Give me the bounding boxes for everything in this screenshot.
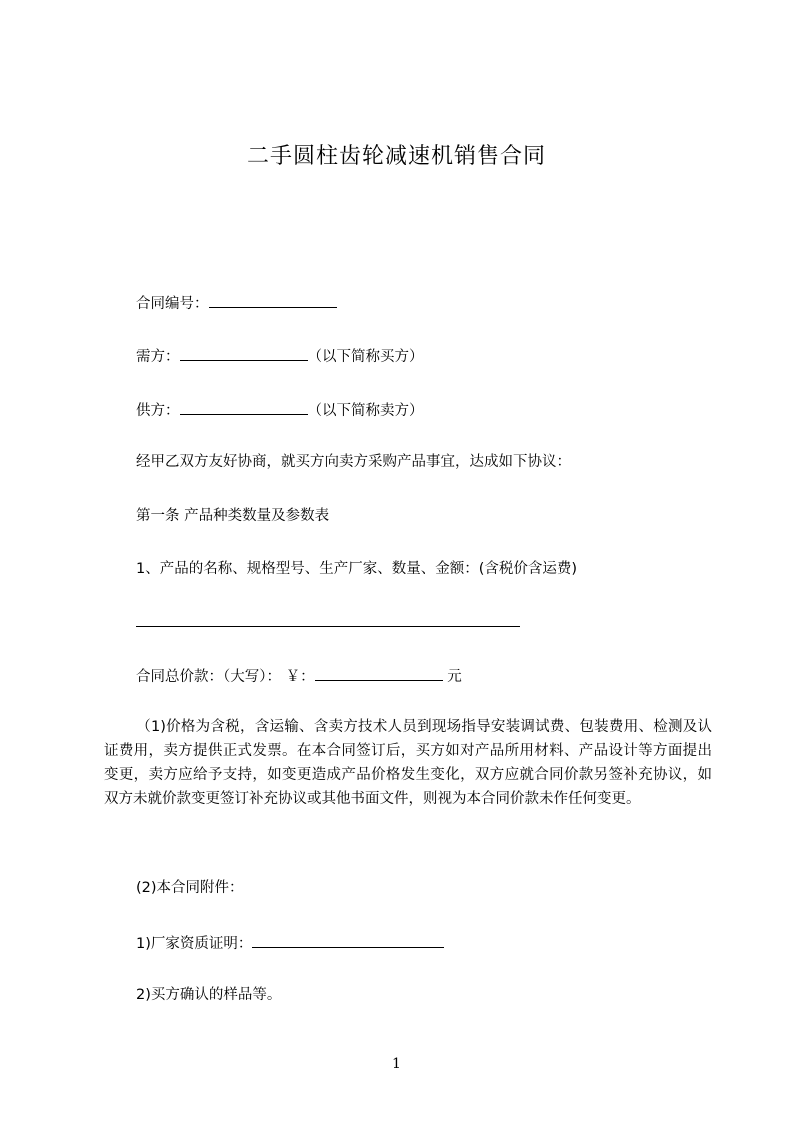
document-title: 二手圆柱齿轮减速机销售合同 — [246, 144, 546, 169]
buyer-suffix: （以下简称买方） — [307, 349, 424, 365]
item1-text: 1、产品的名称、规格型号、生产厂家、数量、金额：(含税价含运费) — [136, 561, 578, 577]
attachment1-line — [136, 932, 444, 954]
attachment1-blank[interactable] — [252, 932, 444, 948]
contract-number-label: 合同编号： — [136, 296, 209, 312]
page-number: 1 — [392, 1056, 401, 1072]
seller-blank[interactable] — [180, 399, 308, 415]
buyer-line — [136, 345, 424, 367]
article1-heading: 第一条 产品种类数量及参数表 — [136, 508, 330, 524]
total-price-line — [136, 665, 462, 687]
seller-line — [136, 399, 424, 421]
contract-number-blank[interactable] — [209, 292, 337, 308]
seller-label: 供方： — [136, 403, 180, 419]
seller-suffix: （以下简称卖方） — [307, 403, 424, 419]
clause1-text: （1)价格为含税，含运输、含卖方技术人员到现场指导安装调试费、包装费用、检测及认证费用，卖方提供正式发票。在本合同签订后，买方如对产品所用材料、产品设计等方面提出变更，卖方应给予支持，如变更造成产品价格发生变化，双方应就合同价款另签补充协议，如双方未就价款变更签订补充协议或其他书面文件，则视为本合同价款未作任何变更。 — [104, 719, 712, 807]
contract-number-line — [136, 292, 337, 314]
product-details-blank[interactable] — [136, 626, 520, 627]
clause2-heading: (2)本合同附件： — [136, 880, 244, 896]
total-price-blank[interactable] — [315, 665, 443, 681]
total-price-label: 合同总价款：（大写）： ￥： — [136, 669, 315, 685]
attachment2-text: 2)买方确认的样品等。 — [136, 987, 282, 1003]
intro-text: 经甲乙双方友好协商，就买方向卖方采购产品事宜，达成如下协议： — [136, 454, 571, 470]
attachment1-label: 1)厂家资质证明： — [136, 936, 253, 952]
total-price-unit: 元 — [447, 669, 462, 685]
clause1-paragraph — [104, 715, 712, 811]
buyer-blank[interactable] — [180, 345, 308, 361]
buyer-label: 需方： — [136, 349, 180, 365]
